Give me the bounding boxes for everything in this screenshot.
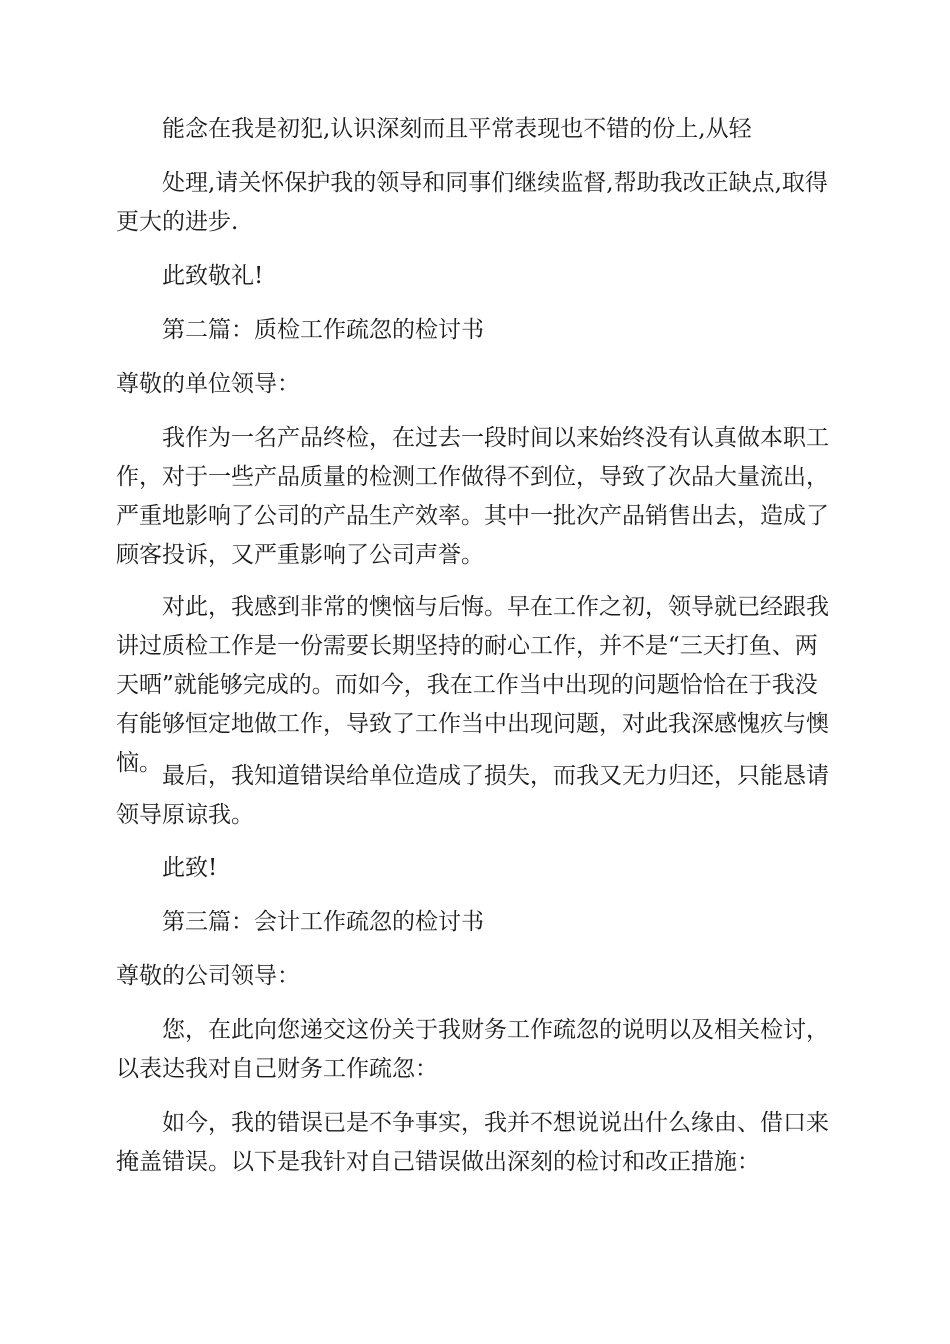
paragraph-body-2c: 最后，我知道错误给单位造成了损失，而我又无力归还，只能恳请领导原谅我。: [116, 763, 829, 828]
greeting-2: 尊敬的单位领导：: [116, 371, 300, 397]
paragraph-body-3a: 您，在此向您递交这份关于我财务工作疏忽的说明以及相关检讨，以表达我对自己财务工作疏忽：: [116, 1017, 829, 1082]
paragraph-body-3b: 如今，我的错误已是不争事实，我并不想说说出什么缘由、借口来掩盖错误。以下是我针对自己错误做出深刻的检讨和改正措施：: [116, 1110, 829, 1175]
paragraph-body-2a: 我作为一名产品终检，在过去一段时间以来始终没有认真做本职工作，对于一些产品质量的检测工作做得不到位，导致了次品大量流出，严重地影响了公司的产品生产效率。其中一批次产品销售出去，造成了顾客投诉，又严重影响了公司声誉。: [116, 425, 829, 568]
paragraph-body-2b: 对此，我感到非常的懊恼与后悔。早在工作之初，领导就已经跟我讲过质检工作是一份需要长期坚持的耐心工作，并不是“三天打鱼、两天晒”就能够完成的。而如今，我在工作当中出现的问题恰恰在于我没有能够恒定地做工作，导致了工作当中出现问题，对此我深感愧疚与懊恼。: [116, 594, 829, 776]
closing-salutation: 此致敬礼!: [162, 263, 264, 289]
closing-2: 此致!: [162, 855, 218, 881]
paragraph-request: 处理,请关怀保护我的领导和同事们继续监督,帮助我改正缺点,取得更大的进步.: [116, 170, 828, 235]
section-title-3: 第三篇：会计工作疏忽的检讨书: [162, 909, 484, 935]
paragraph-continuation: 能念在我是初犯,认识深刻而且平常表现也不错的份上,从轻: [162, 116, 752, 142]
section-title-2: 第二篇：质检工作疏忽的检讨书: [162, 317, 484, 343]
greeting-3: 尊敬的公司领导：: [116, 963, 300, 989]
